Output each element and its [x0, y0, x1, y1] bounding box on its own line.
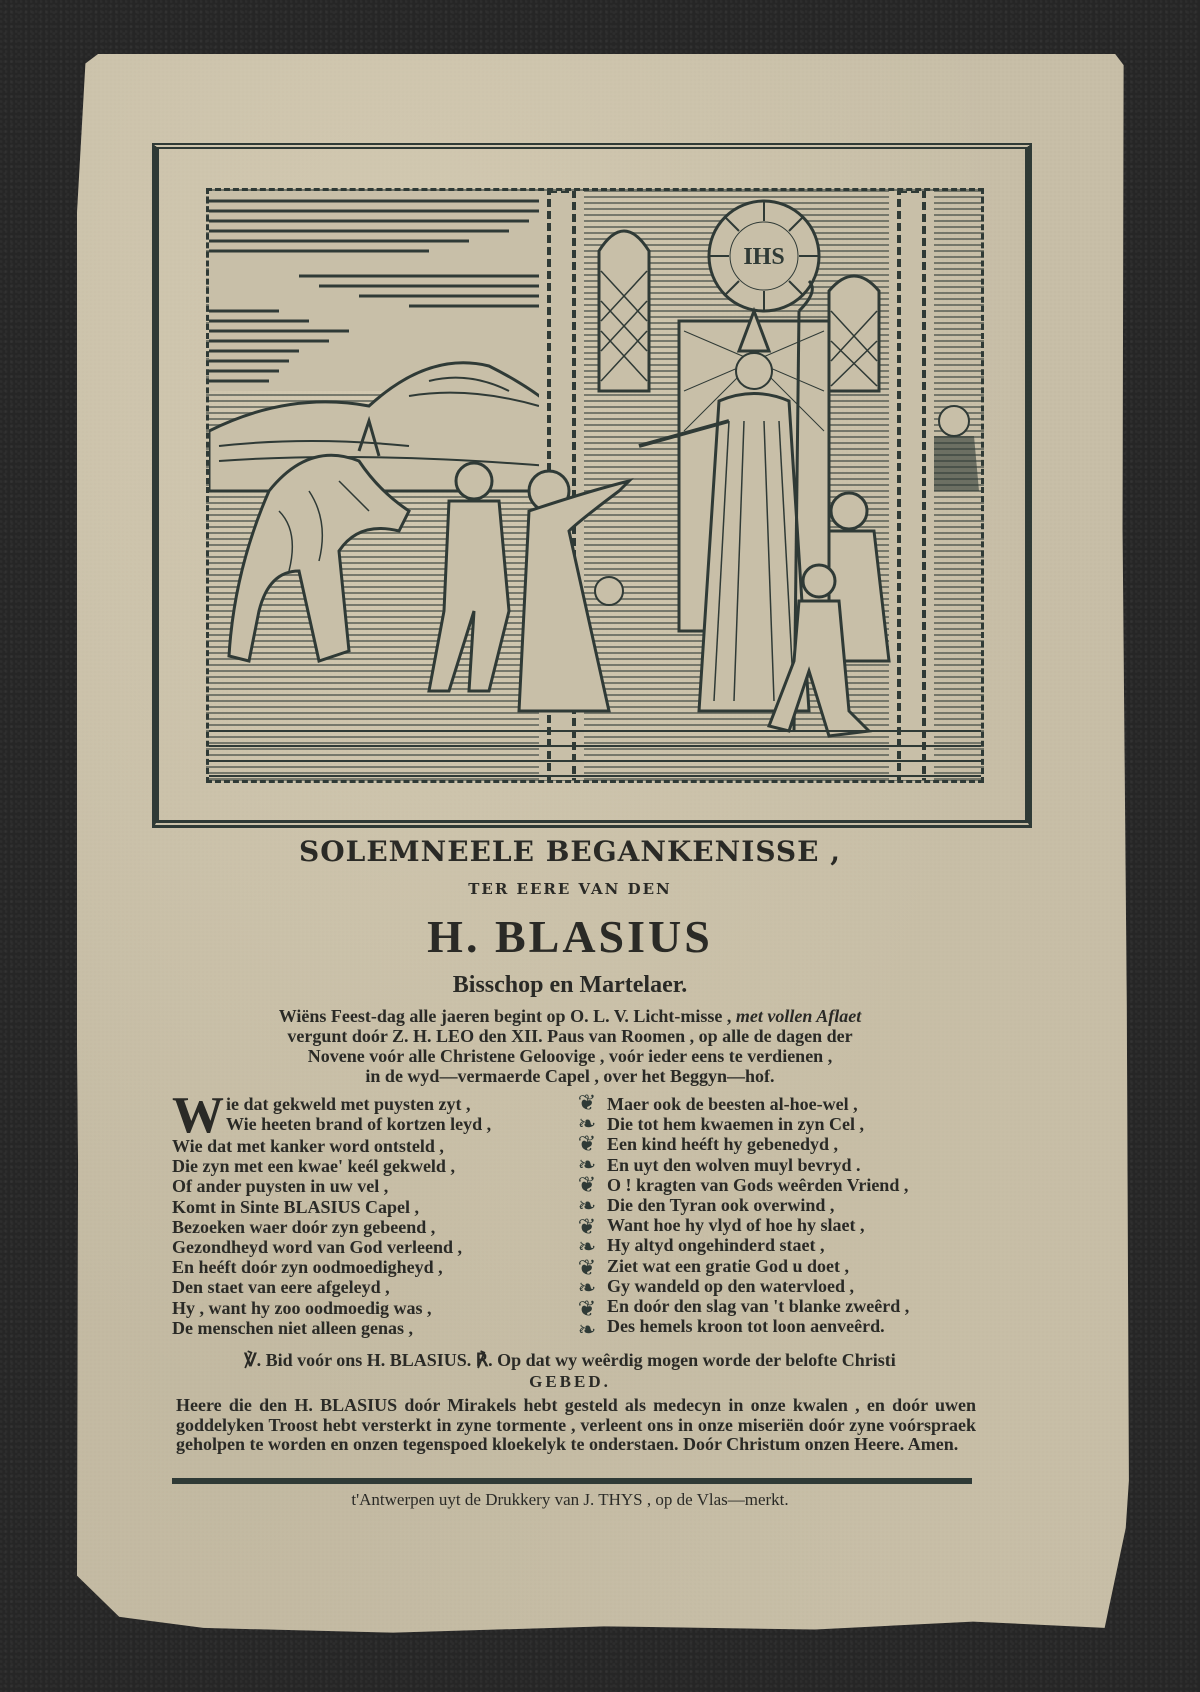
poem-line: Wie dat met kanker word ontsteld ,	[172, 1136, 444, 1156]
poem-line: Gy wandeld op den watervloed ,	[607, 1275, 855, 1296]
versicle-response: ℣. Bid voór ons H. BLASIUS. ℟. Op dat wy weêrdig mogen worde der belofte Christi	[244, 1350, 896, 1370]
prayer-paragraph: Heere die den H. BLASIUS doór Mirakels hebt gesteld als medecyn in onze kwalen , en doór uwen goddelyken Troost hebt versterkt in zyne tormente , verleent ons in onze miseriën doór zyne voórspraek geholpen te worden en onzen tegenspoed kloekelyk te onderstaen. Doór Christum onzen Heere. Amen.	[176, 1395, 976, 1454]
poem-line: De menschen niet alleen genas ,	[172, 1317, 413, 1338]
intro-line-4: in de wyd—vermaerde Capel , over het Beggyn—hof.	[365, 1066, 775, 1086]
poem-line: En heéft doór zyn oodmoedigheyd ,	[172, 1257, 443, 1278]
poem-right-column	[607, 1094, 987, 1336]
drop-cap: W	[172, 1087, 224, 1144]
poem-line: Den staet van eere afgeleyd ,	[172, 1277, 390, 1298]
fleuron-icon: ❦	[577, 1255, 597, 1281]
fleuron-icon: ❦	[577, 1091, 597, 1116]
ornamental-column-divider	[574, 1091, 600, 1344]
fleuron-icon: ❧	[577, 1193, 597, 1219]
intro-line-3: Novene voór alle Christene Geloovige , voór ieder eens te verdienen ,	[307, 1046, 833, 1066]
fleuron-icon: ❦	[577, 1132, 597, 1158]
poem-line: Hy altyd ongehinderd staet ,	[607, 1235, 825, 1256]
prayer-heading: GEBED.	[529, 1372, 611, 1391]
poem-line: Een kind heéft hy gebenedyd ,	[607, 1134, 839, 1155]
poem-line: Hy , want hy zoo oodmoedig was ,	[172, 1297, 432, 1318]
saint-title: Bisschop en Martelaer.	[452, 972, 688, 998]
printer-imprint: t'Antwerpen uyt de Drukkery van J. THYS , op de Vlas—merkt.	[351, 1490, 789, 1509]
broadsheet-title: SOLEMNEELE BEGANKENISSE ,	[299, 835, 841, 868]
poem-line: Gezondheyd word van God verleend ,	[172, 1237, 463, 1258]
poem-line: Maer ook de beesten al-hoe-wel ,	[607, 1094, 858, 1114]
poem-line: O ! kragten van Gods weêrden Vriend ,	[607, 1174, 909, 1195]
poem-line: Komt in Sinte BLASIUS Capel ,	[172, 1196, 420, 1217]
poem-line: Die zyn met een kwae' keél gekweld ,	[172, 1156, 455, 1177]
intro-line-2: vergunt doór Z. H. LEO den XII. Paus van Roomen , op alle de dagen der	[287, 1026, 853, 1046]
poem-line: En uyt den wolven muyl bevryd .	[607, 1154, 861, 1175]
intro-line-1	[160, 1006, 980, 1026]
intro-line-1-text: Wiëns Feest-dag alle jaeren begint op O. L. V. Licht-misse ,	[278, 1006, 736, 1026]
saint-name-heading: H. BLASIUS	[427, 911, 713, 962]
poem-line: En doór den slag van 't blanke zweêrd ,	[607, 1296, 910, 1317]
poem-line: Want hoe hy vlyd of hoe hy slaet ,	[607, 1215, 865, 1236]
poem-line: Ziet wat een gratie God u doet ,	[607, 1255, 849, 1276]
fleuron-icon: ❧	[577, 1317, 597, 1343]
fleuron-icon: ❦	[577, 1296, 597, 1322]
indulgence-text: met vollen Aflaet	[735, 1006, 862, 1026]
double-rule-divider	[172, 1478, 972, 1484]
poem-line: Of ander puysten in uw vel ,	[172, 1176, 389, 1197]
poem-line: Des hemels kroon tot loon aenveêrd.	[607, 1316, 885, 1337]
saint-blasius-scene-image	[209, 191, 984, 783]
fleuron-icon: ❦	[577, 1214, 597, 1240]
intro-paragraph	[160, 1006, 980, 1086]
poem-line: Die den Tyran ook overwind ,	[607, 1195, 835, 1216]
poem-line: Bezoeken waer doór zyn gebeend ,	[172, 1216, 436, 1237]
poem-line: Die tot hem kwaemen in zyn Cel ,	[607, 1114, 864, 1135]
fleuron-icon: ❧	[577, 1276, 597, 1302]
poem-line: ie dat gekweld met puysten zyt ,	[226, 1094, 471, 1114]
fleuron-icon: ❧	[577, 1111, 597, 1137]
ihs-emblem-text: IHS	[743, 244, 785, 270]
fleuron-icon: ❧	[577, 1235, 597, 1261]
poem-left-column	[172, 1087, 562, 1338]
woodcut-illustration	[206, 188, 984, 783]
broadsheet-subtitle: TER EERE VAN DEN	[468, 880, 672, 898]
poem-line: Wie heeten brand of kortzen leyd ,	[226, 1114, 492, 1135]
fleuron-icon: ❧	[577, 1152, 597, 1178]
fleuron-icon: ❦	[577, 1173, 597, 1199]
